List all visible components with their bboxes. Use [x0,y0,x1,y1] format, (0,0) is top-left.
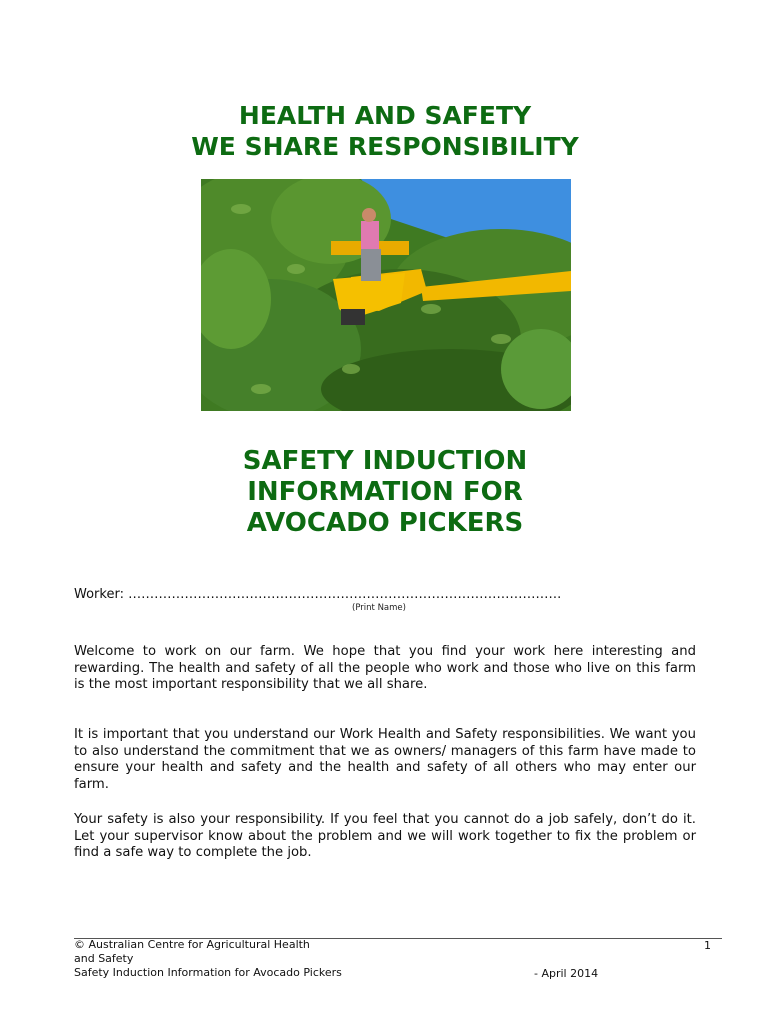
subtitle-line-1: SAFETY INDUCTION [242,446,528,476]
worker-name-field [74,587,561,602]
section-title [0,446,770,539]
title-line-1: HEALTH AND SAFETY [238,101,532,130]
worker-label: Worker: [74,587,124,602]
welcome-paragraph: Welcome to work on our farm. We hope that you find your work here interesting and rewarding. The health and safety of all the people who work and those who live on this farm is the most important responsibility that we all share. [74,644,696,692]
page-title [0,100,770,162]
footer-document-title: Safety Induction Information for Avocado Pickers [74,966,342,979]
print-name-hint: (Print Name) [352,603,406,613]
responsibilities-paragraph: It is important that you understand our Work Health and Safety responsibilities. We want you to also understand the commitment that we as owners/ managers of this farm have made to ensure your health and safety and the health and safety of all others who may enter our farm. [74,727,696,792]
your-safety-paragraph: Your safety is also your responsibility. If you feel that you cannot do a job safely, don’t do it. Let your supervisor know about the problem and we will work together to fix the problem or find a safe way to complete the job. [74,812,696,860]
copyright-line-1: © Australian Centre for Agricultural Health [74,938,310,951]
cherry-picker-in-avocado-tree-image [201,179,571,411]
subtitle-line-2: INFORMATION FOR [247,477,523,507]
footer-date: - April 2014 [534,967,599,980]
page-number: 1 [704,939,711,952]
worker-name-line: ………………………………………………………………………………………. [128,587,562,602]
title-line-2: WE SHARE RESPONSIBILITY [191,132,579,161]
footer-copyright [74,938,374,980]
subtitle-line-3: AVOCADO PICKERS [246,508,524,538]
copyright-line-2: and Safety [74,952,134,965]
